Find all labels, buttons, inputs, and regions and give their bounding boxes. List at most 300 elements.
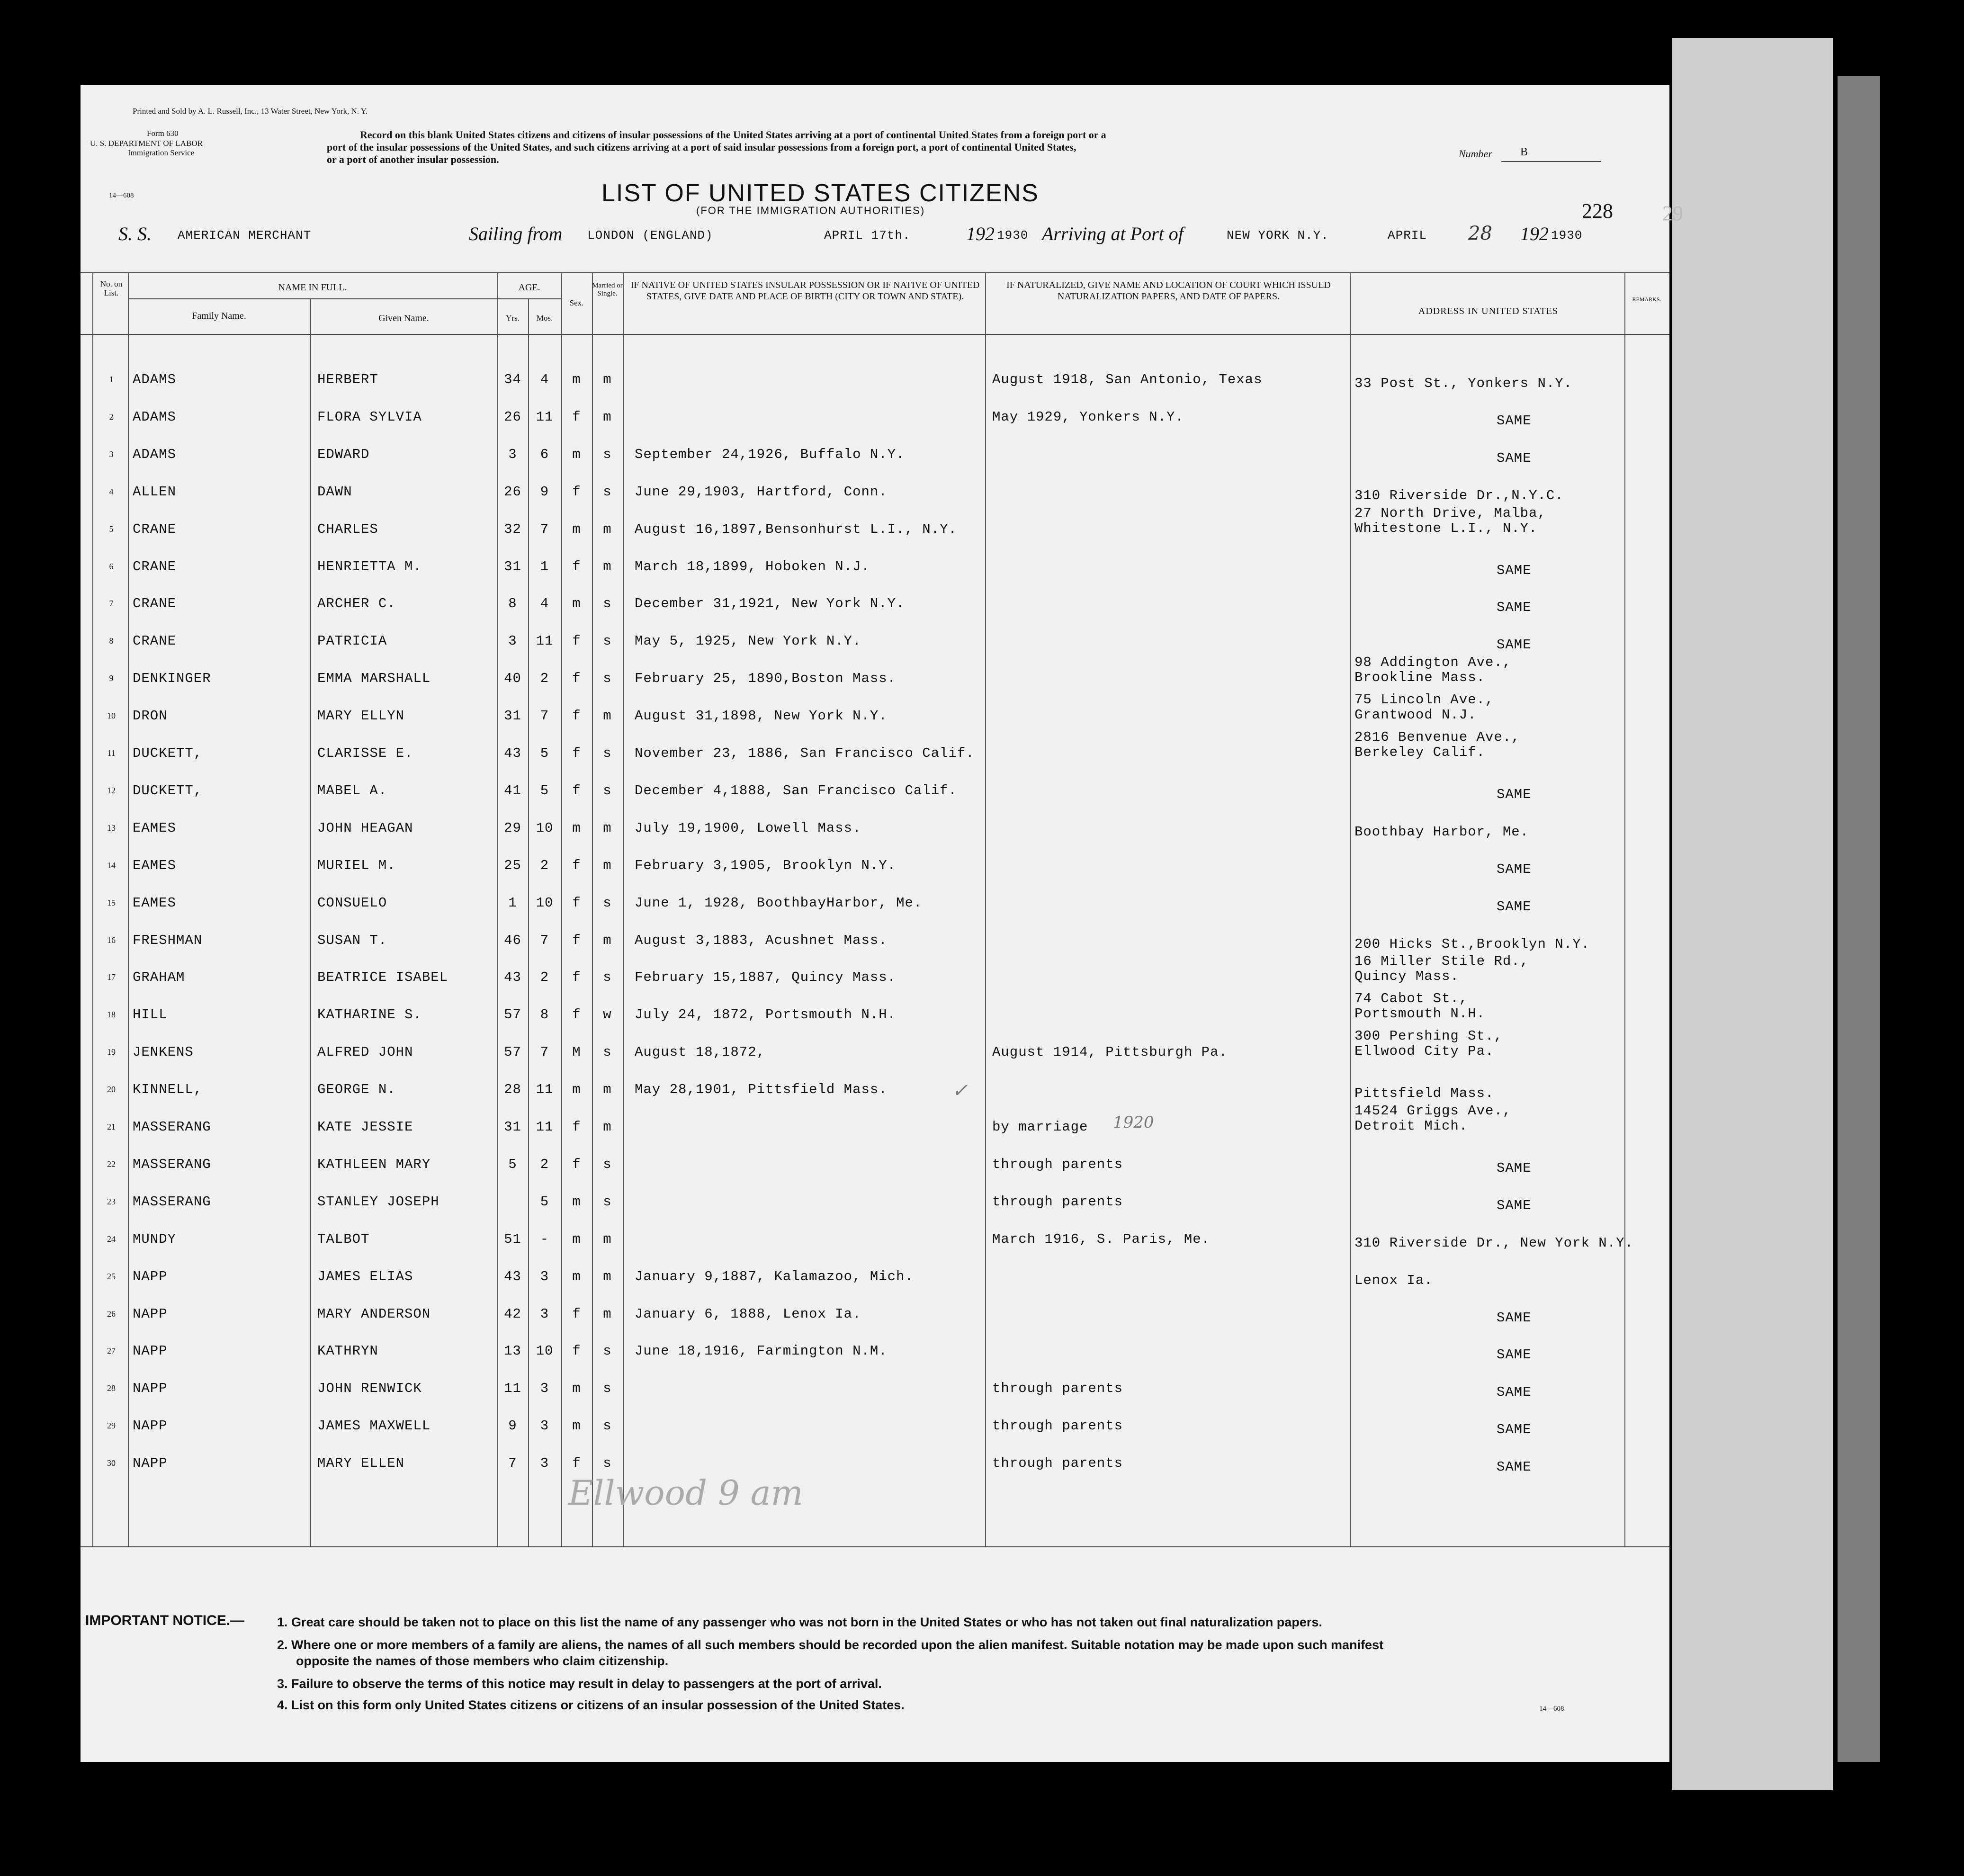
- address-line: 300 Pershing St.,: [1354, 1028, 1503, 1044]
- row-number: 10: [107, 711, 116, 721]
- sex: f: [572, 1119, 581, 1135]
- age-years: 46: [504, 932, 521, 948]
- sex: m: [572, 372, 581, 387]
- form-code: 14—608: [109, 192, 134, 199]
- notice-item-4: 4. List on this form only United States citizens or citizens of an insular possession of the United States.: [277, 1698, 905, 1712]
- number-value: B: [1520, 146, 1528, 158]
- birth-info: May 5, 1925, New York N.Y.: [635, 633, 861, 649]
- page-subtitle: (FOR THE IMMIGRATION AUTHORITIES): [696, 205, 925, 216]
- sex: f: [572, 895, 581, 911]
- family-name: ADAMS: [133, 446, 177, 462]
- age-years: 3: [508, 446, 517, 462]
- family-name: CRANE: [133, 633, 177, 649]
- page-title: LIST OF UNITED STATES CITIZENS: [601, 180, 1039, 207]
- birth-info: February 25, 1890,Boston Mass.: [635, 671, 897, 687]
- marital-status: s: [603, 484, 612, 500]
- address-line-2: Grantwood N.J.: [1354, 707, 1477, 723]
- naturalization-info: through parents: [992, 1418, 1123, 1434]
- age-years: 31: [504, 558, 521, 574]
- address-line-2: Whitestone L.I., N.Y.: [1354, 520, 1538, 536]
- family-name: ALLEN: [133, 484, 177, 500]
- birth-info: August 3,1883, Acushnet Mass.: [635, 932, 888, 948]
- punch-hole: [1939, 1456, 1964, 1483]
- service-label: Immigration Service: [128, 148, 195, 157]
- given-name: PATRICIA: [317, 633, 387, 649]
- handwritten-bottom-note: Ellwood 9 am: [568, 1473, 803, 1513]
- marital-status: m: [603, 521, 612, 537]
- address-line-2: Ellwood City Pa.: [1354, 1043, 1494, 1059]
- given-name: ALFRED JOHN: [317, 1044, 413, 1060]
- row-number: 4: [109, 486, 114, 496]
- address-line: Boothbay Harbor, Me.: [1354, 824, 1529, 840]
- page-number-right: 29: [1662, 202, 1683, 225]
- col-header-birth: IF NATIVE OF UNITED STATES INSULAR POSSESSION OR IF NATIVE OF UNITED STATES, GIVE DATE AND PLACE OF BIRTH (CITY OR TOWN AND STATE).: [630, 280, 980, 302]
- col-header-yrs: Yrs.: [506, 314, 520, 323]
- address-line: SAME: [1497, 1422, 1532, 1438]
- naturalization-info: August 1918, San Antonio, Texas: [992, 372, 1263, 387]
- row-number: 13: [107, 823, 116, 833]
- given-name: JOHN HEAGAN: [317, 820, 413, 836]
- sex: m: [572, 1194, 581, 1210]
- address-line: Lenox Ia.: [1354, 1272, 1433, 1288]
- family-name: MASSERANG: [133, 1156, 211, 1172]
- arrival-port: NEW YORK N.Y.: [1227, 228, 1329, 242]
- given-name: HENRIETTA M.: [317, 558, 422, 574]
- birth-info: June 18,1916, Farmington N.M.: [635, 1343, 888, 1359]
- family-name: NAPP: [133, 1268, 168, 1284]
- notice-item-3: 3. Failure to observe the terms of this notice may result in delay to passengers at the port of arrival.: [277, 1677, 882, 1691]
- form-number: Form 630: [147, 129, 179, 138]
- given-name: HERBERT: [317, 372, 378, 387]
- col-rule: [310, 298, 311, 1546]
- underlying-page-edge: [1672, 38, 1833, 1790]
- age-years: 29: [504, 820, 521, 836]
- header-bottom-rule: [81, 334, 1669, 335]
- family-name: FRESHMAN: [133, 932, 203, 948]
- notice-item-1: 1. Great care should be taken not to place on this list the name of any passenger who was not born in the United States or who has not taken out final naturalization papers.: [277, 1615, 1322, 1629]
- marital-status: m: [603, 558, 612, 574]
- row-number: 28: [107, 1383, 116, 1393]
- marital-status: s: [603, 745, 612, 761]
- row-number: 17: [107, 972, 116, 982]
- age-years: 5: [508, 1156, 517, 1172]
- marital-status: s: [603, 446, 612, 462]
- age-months: 2: [540, 857, 549, 873]
- age-years: 3: [508, 633, 517, 649]
- marital-status: s: [603, 671, 612, 687]
- age-months: 2: [540, 969, 549, 986]
- given-name: KATHRYN: [317, 1343, 378, 1359]
- row-number: 26: [107, 1309, 116, 1319]
- given-name: BEATRICE ISABEL: [317, 969, 448, 986]
- birth-info: July 24, 1872, Portsmouth N.H.: [635, 1007, 897, 1023]
- notice-item-2-cont: opposite the names of those members who claim citizenship.: [296, 1654, 669, 1668]
- given-name: JAMES ELIAS: [317, 1268, 413, 1284]
- age-months: 2: [540, 1156, 549, 1172]
- given-name: JAMES MAXWELL: [317, 1418, 431, 1434]
- sex: f: [572, 558, 581, 574]
- age-years: 8: [508, 596, 517, 612]
- row-number: 2: [109, 412, 114, 422]
- address-line: Pittsfield Mass.: [1354, 1086, 1494, 1102]
- sex: m: [572, 1268, 581, 1284]
- sex: f: [572, 969, 581, 986]
- address-line: 2816 Benvenue Ave.,: [1354, 729, 1520, 745]
- table-bottom-rule: [81, 1546, 1669, 1547]
- address-line: 310 Riverside Dr., New York N.Y.: [1354, 1235, 1633, 1251]
- address-line: 27 North Drive, Malba,: [1354, 505, 1546, 521]
- marital-status: m: [603, 1268, 612, 1284]
- birth-info: August 16,1897,Bensonhurst L.I., N.Y.: [635, 521, 957, 537]
- name-header-rule: [128, 298, 497, 299]
- sex: f: [572, 1306, 581, 1322]
- age-years: 26: [504, 484, 521, 500]
- col-header-sex: Sex.: [569, 298, 584, 307]
- sail-year-prefix: 192: [966, 223, 995, 244]
- age-months: 4: [540, 372, 549, 387]
- punch-hole: [1939, 670, 1964, 697]
- row-number: 29: [107, 1421, 116, 1431]
- marital-status: m: [603, 857, 612, 873]
- age-years: 11: [504, 1381, 521, 1397]
- marital-status: s: [603, 1381, 612, 1397]
- given-name: KATE JESSIE: [317, 1119, 413, 1135]
- table-top-rule: [81, 272, 1669, 273]
- row-number: 23: [107, 1196, 116, 1206]
- age-years: 25: [504, 857, 521, 873]
- marital-status: m: [603, 1231, 612, 1247]
- age-months: 10: [536, 895, 554, 911]
- naturalization-info: through parents: [992, 1381, 1123, 1397]
- address-line: SAME: [1497, 1459, 1532, 1475]
- handwritten-year-note: 1920: [1113, 1113, 1154, 1132]
- age-months: 3: [540, 1455, 549, 1472]
- age-years: 7: [508, 1455, 517, 1472]
- family-name: DENKINGER: [133, 671, 211, 687]
- sex: f: [572, 932, 581, 948]
- sail-year: 1930: [997, 228, 1029, 242]
- address-line: SAME: [1497, 637, 1532, 653]
- age-years: 28: [504, 1082, 521, 1098]
- row-number: 24: [107, 1234, 116, 1244]
- address-line: SAME: [1497, 1347, 1532, 1363]
- notice-code: 14—608: [1539, 1705, 1564, 1713]
- address-line: SAME: [1497, 562, 1532, 578]
- sex: m: [572, 1082, 581, 1098]
- sex: f: [572, 484, 581, 500]
- given-name: JOHN RENWICK: [317, 1381, 422, 1397]
- sex: f: [572, 1156, 581, 1172]
- arriving-label: Arriving at Port of: [1042, 223, 1184, 244]
- age-header-rule: [497, 298, 561, 299]
- binding-strip: [1838, 76, 1880, 1762]
- ss-label: S. S.: [118, 223, 152, 244]
- family-name: EAMES: [133, 820, 177, 836]
- marital-status: s: [603, 596, 612, 612]
- age-years: 34: [504, 372, 521, 387]
- birth-info: August 31,1898, New York N.Y.: [635, 708, 888, 724]
- address-line: SAME: [1497, 861, 1532, 877]
- age-months: -: [540, 1231, 549, 1247]
- age-months: 5: [540, 782, 549, 799]
- age-years: 57: [504, 1007, 521, 1023]
- col-rule: [623, 272, 624, 1546]
- naturalization-info: May 1929, Yonkers N.Y.: [992, 409, 1184, 425]
- printer-line: Printed and Sold by A. L. Russell, Inc., 13 Water Street, New York, N. Y.: [133, 107, 368, 116]
- number-underline: [1501, 161, 1601, 162]
- given-name: GEORGE N.: [317, 1082, 396, 1098]
- sex: f: [572, 633, 581, 649]
- age-months: 7: [540, 1044, 549, 1060]
- age-years: 31: [504, 708, 521, 724]
- given-name: MARY ELLEN: [317, 1455, 405, 1472]
- given-name: CLARISSE E.: [317, 745, 413, 761]
- naturalization-info: through parents: [992, 1455, 1123, 1472]
- sex: m: [572, 1231, 581, 1247]
- address-line: 16 Miller Stile Rd.,: [1354, 953, 1529, 969]
- col-rule: [1624, 272, 1625, 1546]
- marital-status: w: [603, 1007, 612, 1023]
- punch-hole: [1939, 594, 1964, 621]
- birth-info: June 29,1903, Hartford, Conn.: [635, 484, 888, 500]
- punch-hole: [1939, 268, 1964, 294]
- sailing-label: Sailing from: [469, 223, 563, 244]
- family-name: EAMES: [133, 857, 177, 873]
- punch-hole: [1939, 343, 1964, 370]
- given-name: DAWN: [317, 484, 352, 500]
- age-years: 43: [504, 745, 521, 761]
- given-name: MARY ANDERSON: [317, 1306, 431, 1322]
- address-line: 200 Hicks St.,Brooklyn N.Y.: [1354, 936, 1590, 952]
- age-years: 13: [504, 1343, 521, 1359]
- age-months: 3: [540, 1418, 549, 1434]
- sex: f: [572, 708, 581, 724]
- family-name: ADAMS: [133, 409, 177, 425]
- family-name: DRON: [133, 708, 168, 724]
- sex: m: [572, 596, 581, 612]
- birth-info: August 18,1872,: [635, 1044, 766, 1060]
- address-line: SAME: [1497, 1197, 1532, 1213]
- row-number: 27: [107, 1346, 116, 1356]
- page-number: 228: [1582, 199, 1613, 223]
- age-years: 32: [504, 521, 521, 537]
- given-name: STANLEY JOSEPH: [317, 1194, 439, 1210]
- marital-status: m: [603, 1119, 612, 1135]
- family-name: EAMES: [133, 895, 177, 911]
- sex: m: [572, 1381, 581, 1397]
- family-name: NAPP: [133, 1381, 168, 1397]
- sex: f: [572, 671, 581, 687]
- age-months: 1: [540, 558, 549, 574]
- birth-info: February 15,1887, Quincy Mass.: [635, 969, 897, 986]
- address-line: 14524 Griggs Ave.,: [1354, 1103, 1512, 1119]
- given-name: KATHLEEN MARY: [317, 1156, 431, 1172]
- given-name: CHARLES: [317, 521, 378, 537]
- age-months: 3: [540, 1306, 549, 1322]
- sex: f: [572, 857, 581, 873]
- family-name: CRANE: [133, 558, 177, 574]
- family-name: NAPP: [133, 1418, 168, 1434]
- birth-info: February 3,1905, Brooklyn N.Y.: [635, 857, 897, 873]
- sex: m: [572, 1418, 581, 1434]
- col-header-family: Family Name.: [192, 311, 246, 321]
- marital-status: m: [603, 932, 612, 948]
- age-months: 2: [540, 671, 549, 687]
- family-name: MASSERANG: [133, 1194, 211, 1210]
- punch-hole: [1939, 1134, 1964, 1161]
- address-line: SAME: [1497, 786, 1532, 802]
- birth-info: December 31,1921, New York N.Y.: [635, 596, 905, 612]
- age-months: 3: [540, 1381, 549, 1397]
- family-name: DUCKETT,: [133, 745, 203, 761]
- age-months: 4: [540, 596, 549, 612]
- address-line-2: Brookline Mass.: [1354, 670, 1486, 686]
- birth-info: December 4,1888, San Francisco Calif.: [635, 782, 957, 799]
- instruction-line-2: port of the insular possessions of the United States, and such citizens arriving at a port of said insular possessions from a foreign port, a port of continental United States,: [327, 141, 1076, 153]
- sex: f: [572, 409, 581, 425]
- family-name: DUCKETT,: [133, 782, 203, 799]
- age-months: 3: [540, 1268, 549, 1284]
- family-name: MASSERANG: [133, 1119, 211, 1135]
- arrival-year: 1930: [1551, 228, 1583, 242]
- age-months: 11: [536, 633, 554, 649]
- marital-status: s: [603, 1455, 612, 1472]
- family-name: MUNDY: [133, 1231, 177, 1247]
- row-number: 11: [107, 748, 116, 758]
- address-line-2: Quincy Mass.: [1354, 969, 1459, 985]
- sex: f: [572, 1007, 581, 1023]
- age-years: 43: [504, 969, 521, 986]
- notice-item-2: 2. Where one or more members of a family are aliens, the names of all such members should be recorded upon the alien manifest. Suitable notation may be made upon such manifest: [277, 1638, 1384, 1652]
- address-line: SAME: [1497, 1160, 1532, 1176]
- age-years: 51: [504, 1231, 521, 1247]
- marital-status: s: [603, 1343, 612, 1359]
- age-months: 8: [540, 1007, 549, 1023]
- col-rule: [1350, 272, 1351, 1546]
- sex: f: [572, 1343, 581, 1359]
- given-name: MURIEL M.: [317, 857, 396, 873]
- address-line: 33 Post St., Yonkers N.Y.: [1354, 376, 1573, 391]
- family-name: GRAHAM: [133, 969, 185, 986]
- col-header-given: Given Name.: [378, 313, 429, 323]
- marital-status: s: [603, 1156, 612, 1172]
- birth-info: November 23, 1886, San Francisco Calif.: [635, 745, 975, 761]
- age-months: 5: [540, 745, 549, 761]
- address-line: 310 Riverside Dr.,N.Y.C.: [1354, 487, 1564, 503]
- marital-status: m: [603, 409, 612, 425]
- age-months: 5: [540, 1194, 549, 1210]
- family-name: KINNELL,: [133, 1082, 203, 1098]
- sex: m: [572, 820, 581, 836]
- age-years: 26: [504, 409, 521, 425]
- given-name: CONSUELO: [317, 895, 387, 911]
- row-number: 6: [109, 561, 114, 571]
- marital-status: s: [603, 633, 612, 649]
- address-line: 98 Addington Ave.,: [1354, 655, 1512, 671]
- age-years: 1: [508, 895, 517, 911]
- address-line-2: Berkeley Calif.: [1354, 745, 1486, 760]
- row-number: 9: [109, 673, 114, 683]
- col-rule: [92, 272, 93, 1546]
- birth-info: January 9,1887, Kalamazoo, Mich.: [635, 1268, 914, 1284]
- col-rule: [985, 272, 986, 1546]
- ship-name: AMERICAN MERCHANT: [178, 228, 312, 242]
- row-number: 8: [109, 636, 114, 646]
- given-name: MABEL A.: [317, 782, 387, 799]
- birth-info: March 18,1899, Hoboken N.J.: [635, 558, 870, 574]
- punch-hole: [1939, 1532, 1964, 1559]
- col-header-address: ADDRESS IN UNITED STATES: [1418, 306, 1559, 316]
- col-header-age: AGE.: [518, 282, 540, 293]
- age-months: 11: [536, 409, 554, 425]
- marital-status: s: [603, 1418, 612, 1434]
- arrival-year-prefix: 192: [1520, 223, 1549, 244]
- family-name: NAPP: [133, 1455, 168, 1472]
- row-number: 19: [107, 1047, 116, 1057]
- sex: m: [572, 446, 581, 462]
- marital-status: s: [603, 1194, 612, 1210]
- row-number: 5: [109, 524, 114, 534]
- col-header-no: No. on List.: [100, 279, 123, 297]
- col-header-mos: Mos.: [536, 314, 553, 323]
- col-header-extra: REMARKS.: [1632, 296, 1661, 303]
- age-years: 9: [508, 1418, 517, 1434]
- age-years: 31: [504, 1119, 521, 1135]
- department-label: U. S. DEPARTMENT OF LABOR: [90, 139, 203, 148]
- family-name: NAPP: [133, 1343, 168, 1359]
- birth-info: June 1, 1928, BoothbayHarbor, Me.: [635, 895, 923, 911]
- birth-info: July 19,1900, Lowell Mass.: [635, 820, 861, 836]
- address-line-2: Portsmouth N.H.: [1354, 1006, 1486, 1022]
- notice-heading: IMPORTANT NOTICE.—: [85, 1613, 245, 1628]
- sex: f: [572, 745, 581, 761]
- row-number: 30: [107, 1458, 116, 1468]
- age-years: 42: [504, 1306, 521, 1322]
- given-name: EMMA MARSHALL: [317, 671, 431, 687]
- age-years: 41: [504, 782, 521, 799]
- address-line: SAME: [1497, 413, 1532, 429]
- marital-status: s: [603, 782, 612, 799]
- address-line: SAME: [1497, 1310, 1532, 1326]
- marital-status: s: [603, 895, 612, 911]
- arrival-day: 28: [1468, 223, 1492, 244]
- age-years: 40: [504, 671, 521, 687]
- family-name: JENKENS: [133, 1044, 194, 1060]
- marital-status: m: [603, 820, 612, 836]
- age-months: 7: [540, 521, 549, 537]
- col-header-name: NAME IN FULL.: [278, 282, 347, 293]
- family-name: ADAMS: [133, 372, 177, 387]
- marital-status: s: [603, 969, 612, 986]
- row-number: 14: [107, 860, 116, 870]
- row-number: 12: [107, 785, 116, 795]
- given-name: SUSAN T.: [317, 932, 387, 948]
- handwritten-check: ✓: [952, 1080, 968, 1102]
- age-months: 7: [540, 708, 549, 724]
- row-number: 3: [109, 449, 114, 459]
- age-months: 11: [536, 1082, 554, 1098]
- col-header-married: Married or Single.: [592, 282, 623, 297]
- family-name: CRANE: [133, 521, 177, 537]
- family-name: HILL: [133, 1007, 168, 1023]
- marital-status: m: [603, 1082, 612, 1098]
- age-months: 10: [536, 1343, 554, 1359]
- age-months: 10: [536, 820, 554, 836]
- marital-status: s: [603, 1044, 612, 1060]
- sex: f: [572, 1455, 581, 1472]
- age-months: 9: [540, 484, 549, 500]
- row-number: 21: [107, 1122, 116, 1131]
